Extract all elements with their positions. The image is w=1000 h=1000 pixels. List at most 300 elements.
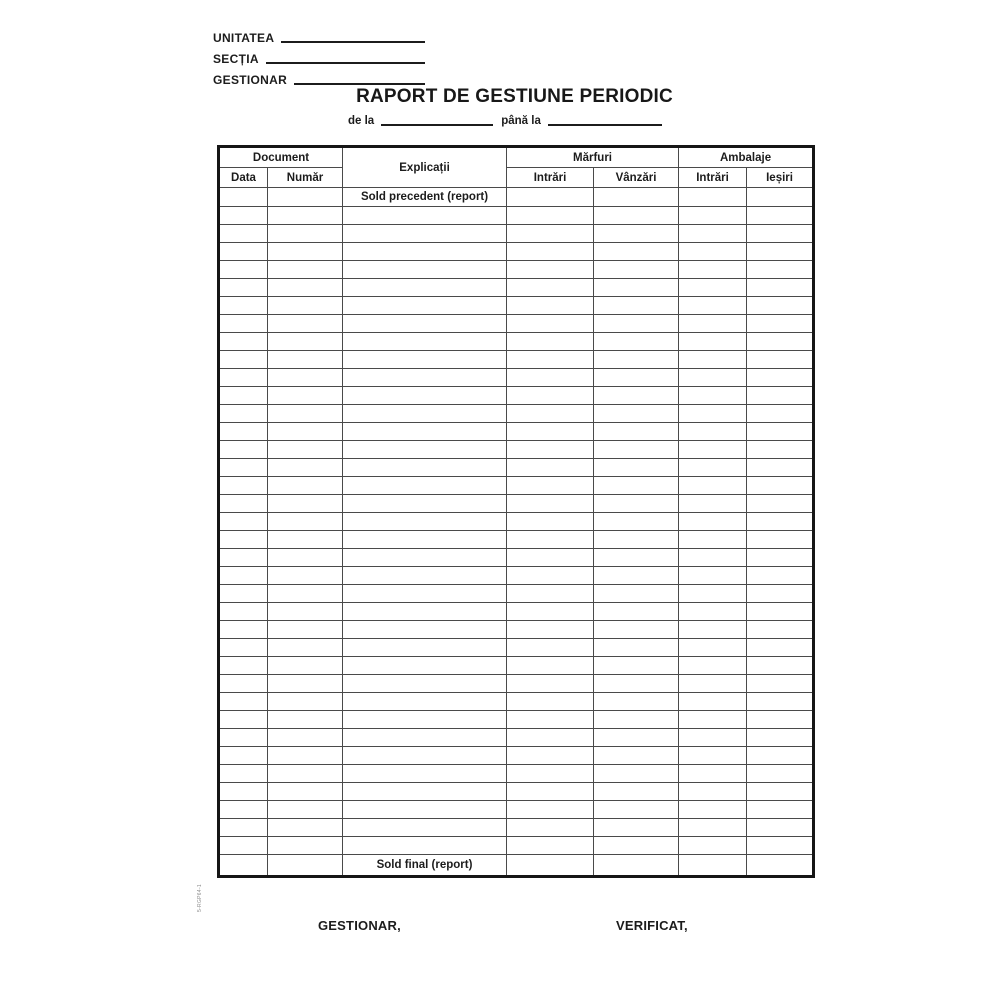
empty-cell	[507, 549, 594, 567]
empty-cell	[594, 675, 679, 693]
empty-cell	[679, 333, 747, 351]
table-row	[219, 225, 814, 243]
gestionar-signature-label: GESTIONAR,	[318, 918, 401, 933]
empty-cell	[747, 549, 814, 567]
empty-cell	[594, 657, 679, 675]
empty-cell	[594, 729, 679, 747]
empty-cell	[594, 693, 679, 711]
empty-cell	[507, 567, 594, 585]
empty-cell	[679, 188, 747, 207]
empty-cell	[747, 675, 814, 693]
empty-cell	[268, 567, 343, 585]
empty-cell	[219, 567, 268, 585]
sold-final-label: Sold final (report)	[343, 855, 507, 877]
column-header-data: Data	[219, 168, 268, 188]
empty-cell	[219, 603, 268, 621]
table-row	[219, 765, 814, 783]
column-header-ambalaje-iesiri: Ieșiri	[747, 168, 814, 188]
empty-cell	[679, 837, 747, 855]
empty-cell	[507, 261, 594, 279]
empty-cell	[219, 837, 268, 855]
empty-cell	[507, 297, 594, 315]
empty-cell	[507, 765, 594, 783]
empty-cell	[679, 297, 747, 315]
empty-cell	[219, 207, 268, 225]
empty-cell	[268, 261, 343, 279]
empty-cell	[343, 477, 507, 495]
empty-cell	[268, 549, 343, 567]
empty-cell	[507, 207, 594, 225]
empty-cell	[747, 243, 814, 261]
empty-cell	[679, 747, 747, 765]
empty-cell	[507, 837, 594, 855]
empty-cell	[343, 603, 507, 621]
empty-cell	[219, 333, 268, 351]
empty-cell	[343, 711, 507, 729]
empty-cell	[679, 261, 747, 279]
empty-cell	[679, 855, 747, 877]
table-row	[219, 387, 814, 405]
empty-cell	[747, 423, 814, 441]
empty-cell	[343, 351, 507, 369]
empty-cell	[507, 513, 594, 531]
empty-cell	[747, 315, 814, 333]
empty-cell	[219, 441, 268, 459]
empty-cell	[679, 405, 747, 423]
column-header-ambalaje-intrari: Intrări	[679, 168, 747, 188]
table-row	[219, 837, 814, 855]
table-row	[219, 369, 814, 387]
empty-cell	[219, 783, 268, 801]
empty-cell	[594, 387, 679, 405]
empty-cell	[219, 639, 268, 657]
empty-cell	[747, 567, 814, 585]
empty-cell	[507, 441, 594, 459]
empty-cell	[507, 855, 594, 877]
table-row	[219, 801, 814, 819]
table-row	[219, 243, 814, 261]
empty-cell	[507, 801, 594, 819]
period-from-label: de la	[348, 115, 375, 127]
empty-cell	[507, 729, 594, 747]
empty-cell	[343, 207, 507, 225]
empty-cell	[747, 188, 814, 207]
empty-cell	[268, 693, 343, 711]
empty-cell	[268, 333, 343, 351]
empty-cell	[507, 477, 594, 495]
period-to-blank-line	[548, 124, 662, 126]
table-row	[219, 531, 814, 549]
empty-cell	[219, 225, 268, 243]
empty-cell	[343, 639, 507, 657]
column-header-explicatii: Explicații	[343, 147, 507, 188]
empty-cell	[679, 819, 747, 837]
empty-cell	[747, 207, 814, 225]
empty-cell	[268, 639, 343, 657]
empty-cell	[268, 603, 343, 621]
empty-cell	[594, 819, 679, 837]
empty-cell	[594, 405, 679, 423]
empty-cell	[594, 369, 679, 387]
empty-cell	[747, 639, 814, 657]
empty-cell	[679, 657, 747, 675]
empty-cell	[679, 423, 747, 441]
table-row	[219, 513, 814, 531]
empty-cell	[747, 603, 814, 621]
table-row	[219, 459, 814, 477]
empty-cell	[747, 585, 814, 603]
empty-cell	[343, 369, 507, 387]
table-row	[219, 819, 814, 837]
empty-cell	[343, 549, 507, 567]
empty-cell	[507, 585, 594, 603]
table-row	[219, 711, 814, 729]
empty-cell	[507, 603, 594, 621]
empty-cell	[343, 693, 507, 711]
empty-cell	[343, 567, 507, 585]
table-row	[219, 351, 814, 369]
empty-cell	[747, 261, 814, 279]
empty-cell	[343, 657, 507, 675]
empty-cell	[747, 333, 814, 351]
empty-cell	[594, 549, 679, 567]
empty-cell	[219, 729, 268, 747]
table-row	[219, 621, 814, 639]
empty-cell	[343, 675, 507, 693]
empty-cell	[747, 495, 814, 513]
empty-cell	[507, 369, 594, 387]
empty-cell	[268, 495, 343, 513]
empty-cell	[679, 459, 747, 477]
empty-cell	[268, 711, 343, 729]
empty-cell	[594, 711, 679, 729]
empty-cell	[507, 333, 594, 351]
empty-cell	[747, 711, 814, 729]
empty-cell	[594, 801, 679, 819]
empty-cell	[679, 315, 747, 333]
empty-cell	[594, 495, 679, 513]
unitatea-row	[213, 24, 425, 45]
empty-cell	[268, 585, 343, 603]
table-row	[219, 729, 814, 747]
empty-cell	[747, 765, 814, 783]
empty-cell	[343, 801, 507, 819]
empty-cell	[594, 261, 679, 279]
empty-cell	[343, 387, 507, 405]
empty-cell	[507, 243, 594, 261]
empty-cell	[679, 279, 747, 297]
empty-cell	[343, 423, 507, 441]
sectia-row	[213, 45, 425, 66]
empty-cell	[507, 188, 594, 207]
report-table	[217, 145, 815, 878]
empty-cell	[219, 621, 268, 639]
empty-cell	[594, 513, 679, 531]
empty-cell	[268, 765, 343, 783]
empty-cell	[679, 711, 747, 729]
empty-cell	[268, 729, 343, 747]
empty-cell	[507, 783, 594, 801]
empty-cell	[679, 801, 747, 819]
empty-cell	[594, 477, 679, 495]
empty-cell	[507, 657, 594, 675]
table-row	[219, 675, 814, 693]
empty-cell	[219, 657, 268, 675]
table-row	[219, 567, 814, 585]
empty-cell	[594, 837, 679, 855]
empty-cell	[343, 531, 507, 549]
empty-cell	[594, 603, 679, 621]
column-group-document: Document	[219, 147, 343, 168]
empty-cell	[268, 531, 343, 549]
empty-cell	[268, 855, 343, 877]
empty-cell	[219, 513, 268, 531]
empty-cell	[219, 477, 268, 495]
empty-cell	[679, 621, 747, 639]
empty-cell	[268, 747, 343, 765]
empty-cell	[219, 585, 268, 603]
empty-cell	[747, 513, 814, 531]
table-row	[219, 477, 814, 495]
empty-cell	[679, 549, 747, 567]
empty-cell	[268, 297, 343, 315]
table-row	[219, 333, 814, 351]
table-row	[219, 315, 814, 333]
empty-cell	[594, 855, 679, 877]
empty-cell	[507, 639, 594, 657]
empty-cell	[343, 621, 507, 639]
empty-cell	[679, 603, 747, 621]
empty-cell	[268, 279, 343, 297]
empty-cell	[343, 819, 507, 837]
empty-cell	[219, 711, 268, 729]
empty-cell	[594, 585, 679, 603]
empty-cell	[219, 693, 268, 711]
empty-cell	[594, 531, 679, 549]
empty-cell	[219, 765, 268, 783]
empty-cell	[679, 225, 747, 243]
empty-cell	[343, 279, 507, 297]
empty-cell	[219, 351, 268, 369]
column-group-marfuri: Mărfuri	[507, 147, 679, 168]
empty-cell	[747, 477, 814, 495]
empty-cell	[679, 477, 747, 495]
empty-cell	[679, 513, 747, 531]
empty-cell	[594, 333, 679, 351]
period-from-blank-line	[381, 124, 493, 126]
empty-cell	[219, 243, 268, 261]
empty-cell	[594, 279, 679, 297]
empty-cell	[747, 441, 814, 459]
empty-cell	[747, 279, 814, 297]
table-row	[219, 639, 814, 657]
empty-cell	[343, 747, 507, 765]
empty-cell	[268, 387, 343, 405]
empty-cell	[747, 747, 814, 765]
empty-cell	[343, 315, 507, 333]
empty-cell	[747, 369, 814, 387]
empty-cell	[594, 188, 679, 207]
empty-cell	[747, 621, 814, 639]
empty-cell	[747, 729, 814, 747]
sub-header-row	[219, 168, 814, 188]
table-row	[219, 405, 814, 423]
empty-cell	[219, 819, 268, 837]
empty-cell	[268, 369, 343, 387]
empty-cell	[747, 387, 814, 405]
empty-cell	[594, 351, 679, 369]
empty-cell	[219, 315, 268, 333]
empty-cell	[268, 621, 343, 639]
empty-cell	[268, 513, 343, 531]
empty-cell	[268, 657, 343, 675]
empty-cell	[679, 729, 747, 747]
empty-cell	[343, 459, 507, 477]
empty-cell	[268, 783, 343, 801]
table-row	[219, 441, 814, 459]
empty-cell	[219, 261, 268, 279]
empty-cell	[507, 279, 594, 297]
gestionar-label: GESTIONAR	[213, 73, 288, 87]
column-header-marfuri-intrari: Intrări	[507, 168, 594, 188]
empty-cell	[747, 693, 814, 711]
empty-cell	[219, 675, 268, 693]
column-header-numar: Număr	[268, 168, 343, 188]
empty-cell	[747, 297, 814, 315]
empty-cell	[507, 495, 594, 513]
empty-cell	[268, 405, 343, 423]
empty-cell	[679, 585, 747, 603]
empty-cell	[219, 423, 268, 441]
empty-cell	[679, 495, 747, 513]
table-row	[219, 279, 814, 297]
empty-cell	[343, 297, 507, 315]
empty-cell	[343, 495, 507, 513]
empty-cell	[679, 765, 747, 783]
empty-cell	[219, 369, 268, 387]
empty-cell	[268, 243, 343, 261]
table-row	[219, 549, 814, 567]
unitatea-label: UNITATEA	[213, 31, 275, 45]
empty-cell	[679, 387, 747, 405]
empty-cell	[343, 783, 507, 801]
empty-cell	[343, 729, 507, 747]
period-to-label: până la	[501, 115, 541, 127]
empty-cell	[268, 423, 343, 441]
empty-cell	[594, 459, 679, 477]
empty-cell	[594, 441, 679, 459]
table-body	[219, 188, 814, 877]
empty-cell	[747, 531, 814, 549]
empty-cell	[268, 819, 343, 837]
column-header-marfuri-vanzari: Vânzări	[594, 168, 679, 188]
period-line	[348, 115, 662, 127]
form-title: RAPORT DE GESTIUNE PERIODIC	[356, 86, 673, 107]
empty-cell	[268, 477, 343, 495]
empty-cell	[679, 369, 747, 387]
empty-cell	[343, 225, 507, 243]
empty-cell	[343, 261, 507, 279]
empty-cell	[507, 423, 594, 441]
empty-cell	[679, 567, 747, 585]
empty-cell	[219, 801, 268, 819]
empty-cell	[594, 243, 679, 261]
sectia-blank-line	[266, 62, 425, 64]
table-row	[219, 693, 814, 711]
empty-cell	[747, 351, 814, 369]
empty-cell	[747, 837, 814, 855]
empty-cell	[747, 405, 814, 423]
empty-cell	[679, 351, 747, 369]
unitatea-blank-line	[281, 41, 425, 43]
empty-cell	[747, 459, 814, 477]
empty-cell	[343, 333, 507, 351]
empty-cell	[507, 819, 594, 837]
sold-final-row	[219, 855, 814, 877]
table-header	[219, 147, 814, 188]
empty-cell	[219, 747, 268, 765]
table-row	[219, 297, 814, 315]
empty-cell	[747, 801, 814, 819]
empty-cell	[219, 387, 268, 405]
empty-cell	[594, 765, 679, 783]
empty-cell	[219, 279, 268, 297]
table-row	[219, 747, 814, 765]
empty-cell	[268, 801, 343, 819]
empty-cell	[507, 225, 594, 243]
empty-cell	[343, 405, 507, 423]
empty-cell	[594, 783, 679, 801]
empty-cell	[507, 711, 594, 729]
empty-cell	[268, 315, 343, 333]
table-row	[219, 783, 814, 801]
empty-cell	[507, 693, 594, 711]
empty-cell	[679, 783, 747, 801]
empty-cell	[747, 819, 814, 837]
empty-cell	[343, 441, 507, 459]
empty-cell	[343, 765, 507, 783]
empty-cell	[219, 495, 268, 513]
empty-cell	[679, 639, 747, 657]
empty-cell	[507, 531, 594, 549]
empty-cell	[268, 441, 343, 459]
gestionar-blank-line	[294, 83, 425, 85]
table-row	[219, 495, 814, 513]
empty-cell	[268, 225, 343, 243]
empty-cell	[594, 621, 679, 639]
empty-cell	[219, 297, 268, 315]
empty-cell	[594, 297, 679, 315]
empty-cell	[268, 837, 343, 855]
empty-cell	[268, 675, 343, 693]
empty-cell	[594, 747, 679, 765]
table-row	[219, 423, 814, 441]
sectia-label: SECȚIA	[213, 52, 259, 66]
empty-cell	[747, 783, 814, 801]
sold-precedent-row	[219, 188, 814, 207]
empty-cell	[507, 621, 594, 639]
empty-cell	[679, 675, 747, 693]
empty-cell	[747, 855, 814, 877]
empty-cell	[507, 459, 594, 477]
form-code: 5-RGP64-1	[197, 884, 203, 912]
empty-cell	[507, 387, 594, 405]
empty-cell	[219, 531, 268, 549]
empty-cell	[343, 513, 507, 531]
table-row	[219, 261, 814, 279]
verificat-signature-label: VERIFICAT,	[616, 918, 688, 933]
empty-cell	[679, 531, 747, 549]
